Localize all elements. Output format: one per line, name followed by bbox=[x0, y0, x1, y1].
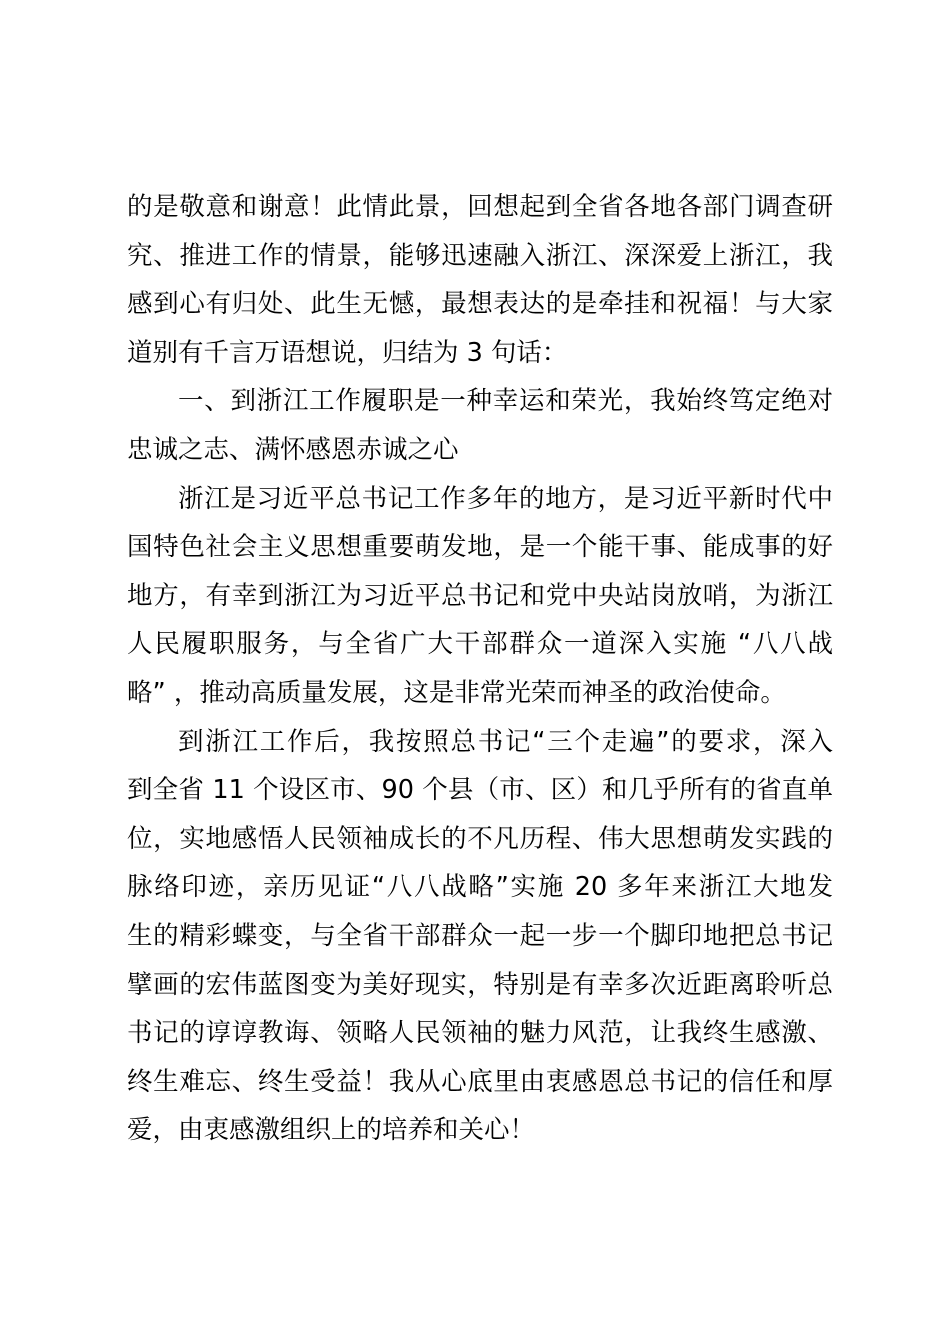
text-line: 人民履职服务，与全省广大干部群众一道深入实施 “八八战 bbox=[127, 629, 833, 660]
text-line: 国特色社会主义思想重要萌发地，是一个能干事、能成事的好 bbox=[127, 532, 833, 563]
text-line: 浙江是习近平总书记工作多年的地方，是习近平新时代中 bbox=[178, 483, 833, 514]
text-line: 地方，有幸到浙江为习近平总书记和党中央站岗放哨，为浙江 bbox=[127, 580, 833, 611]
text-line: 感到心有归处、此生无憾，最想表达的是牵挂和祝福！与大家 bbox=[127, 289, 833, 320]
text-line: 擘画的宏伟蓝图变为美好现实，特别是有幸多次近距离聆听总 bbox=[127, 969, 833, 1000]
text-line: 究、推进工作的情景，能够迅速融入浙江、深深爱上浙江，我 bbox=[127, 240, 833, 271]
text-line: 到浙江工作后，我按照总书记“三个走遍”的要求，深入 bbox=[178, 726, 833, 757]
text-line: 终生难忘、终生受益！我从心底里由衷感恩总书记的信任和厚 bbox=[127, 1066, 833, 1097]
text-line: 脉络印迹，亲历见证“八八战略”实施 20 多年来浙江大地发 bbox=[127, 872, 833, 903]
section-heading-line: 忠诚之志、满怀感恩赤诚之心 bbox=[127, 434, 459, 465]
text-line: 到全省 11 个设区市、90 个县（市、区）和几乎所有的省直单 bbox=[127, 775, 833, 806]
text-line: 略” ，推动高质量发展，这是非常光荣而神圣的政治使命。 bbox=[127, 677, 786, 708]
text-line: 的是敬意和谢意！此情此景，回想起到全省各地各部门调查研 bbox=[127, 192, 833, 222]
section-heading-line: 一、到浙江工作履职是一种幸运和荣光，我始终笃定绝对 bbox=[178, 386, 833, 417]
text-line: 道别有千言万语想说，归结为 3 句话： bbox=[127, 337, 568, 368]
text-line: 爱，由衷感激组织上的培养和关心！ bbox=[127, 1115, 536, 1146]
text-line: 书记的谆谆教诲、领略人民领袖的魅力风范，让我终生感激、 bbox=[127, 1018, 833, 1049]
text-line: 位，实地感悟人民领袖成长的不凡历程、伟大思想萌发实践的 bbox=[127, 823, 833, 854]
text-line: 生的精彩蝶变，与全省干部群众一起一步一个脚印地把总书记 bbox=[127, 920, 833, 951]
document-body bbox=[127, 183, 833, 1155]
